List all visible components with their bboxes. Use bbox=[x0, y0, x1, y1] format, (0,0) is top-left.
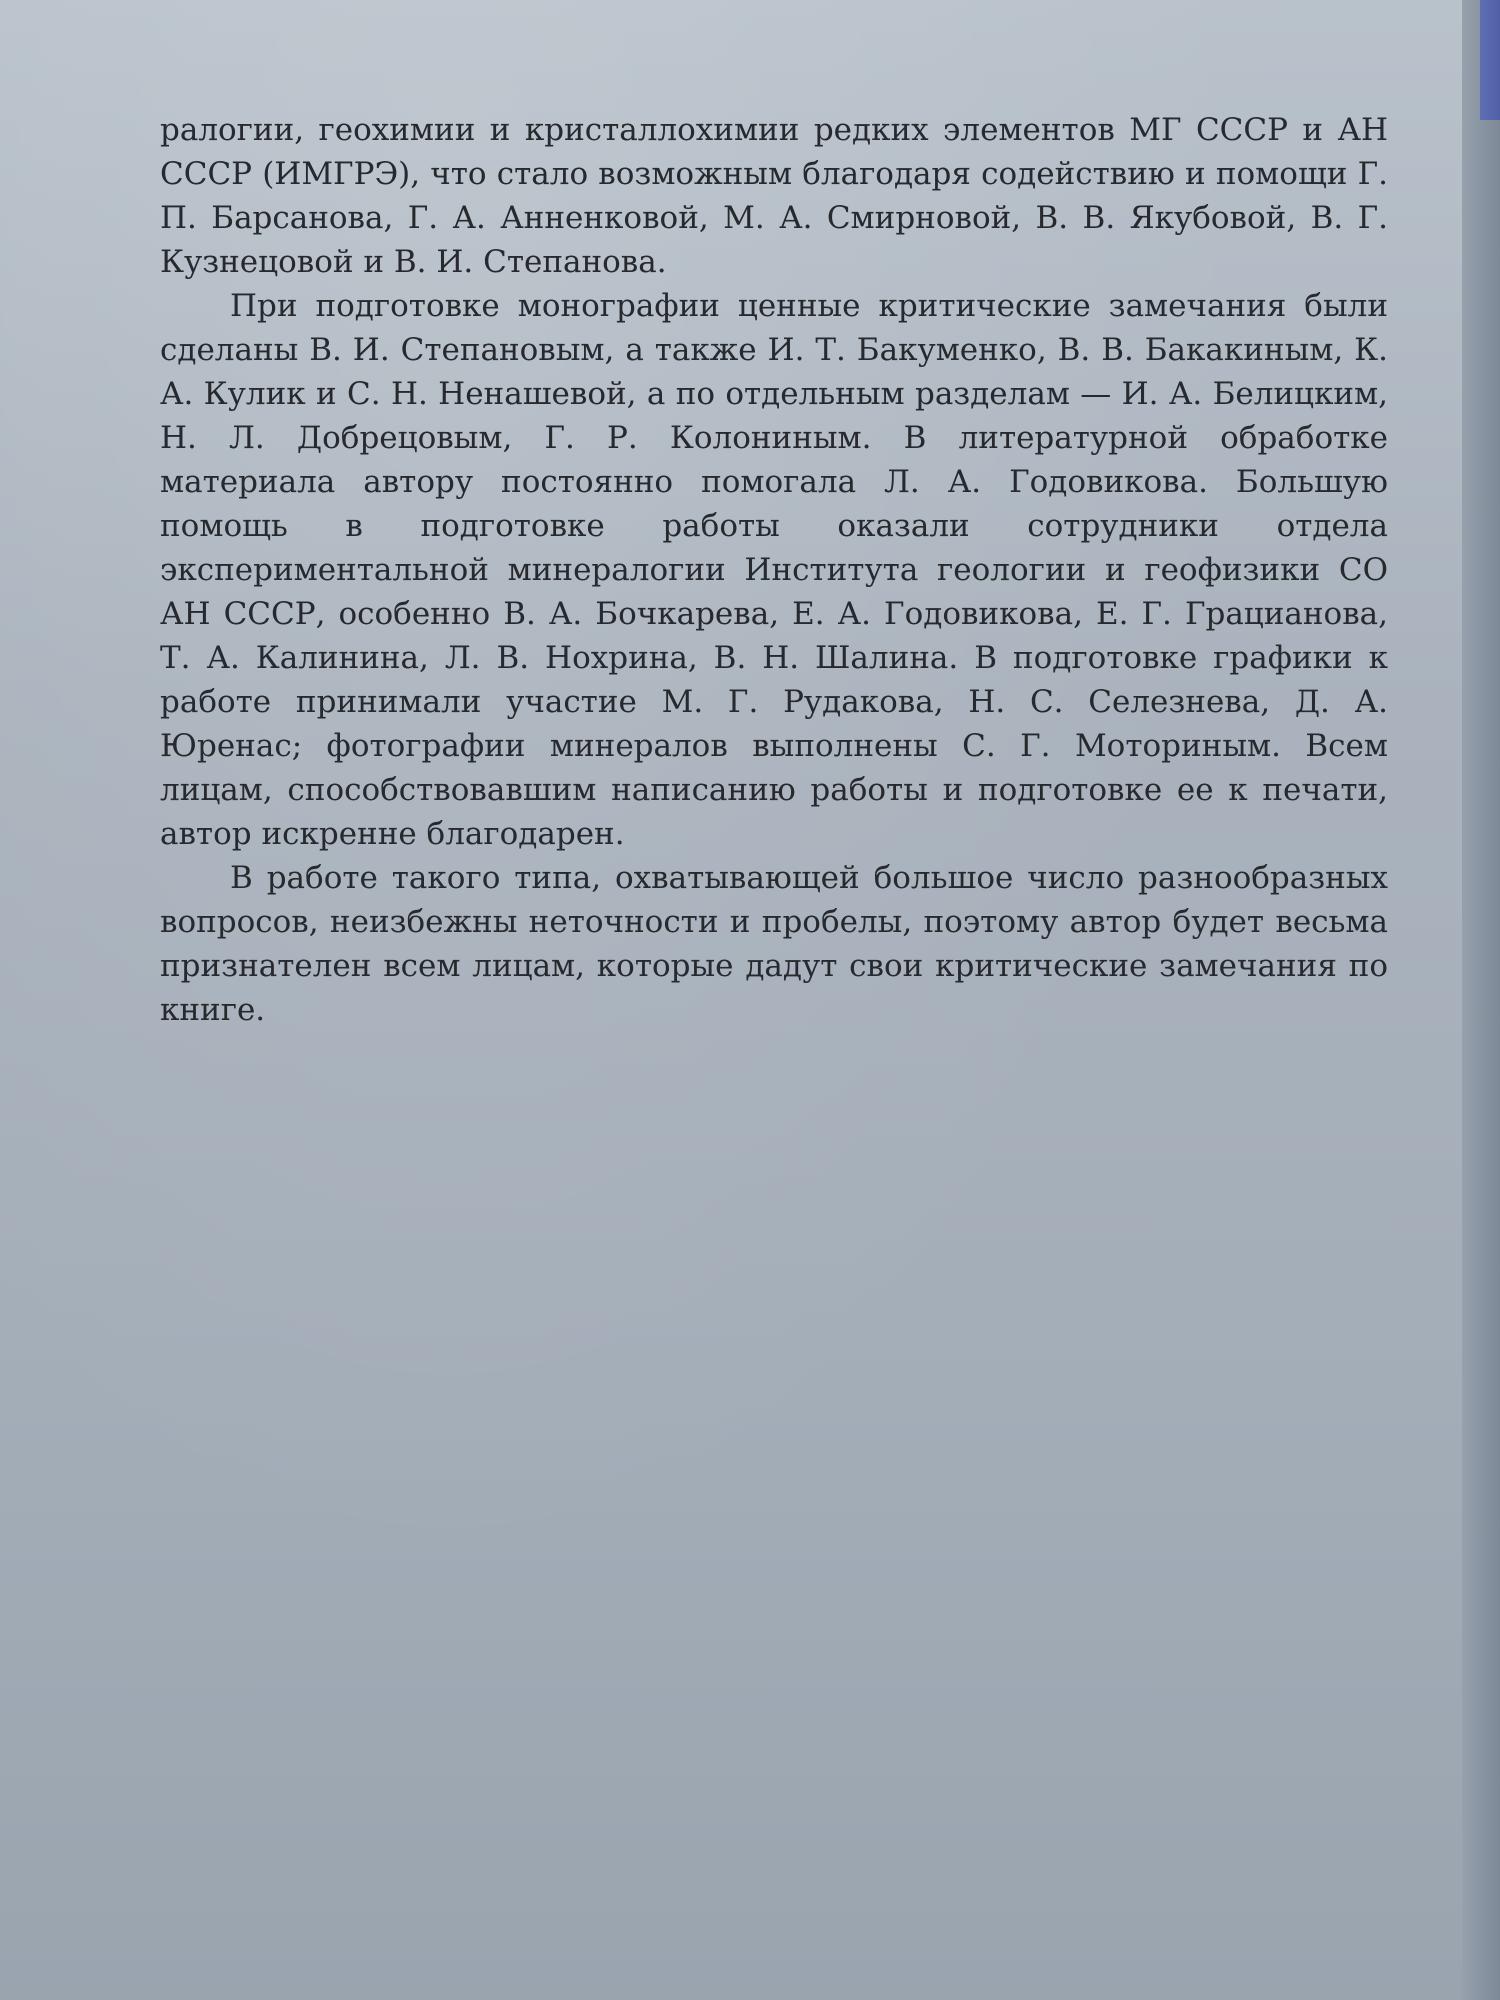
paragraph-acknowledgements: При подготовке монографии ценные критические замечания были сделаны В. И. Степановым, а также И. Т. Бакуменко, В. В. Бакакиным, К. А. Кулик и С. Н. Ненашевой, а по отдельным разделам — И. А. Белицким, Н. Л. Добрецовым, Г. Р. Колониным. В литературной обработке материала автору постоянно помогала Л. А. Годовикова. Большую помощь в подготовке работы оказали сотрудники отдела экспериментальной минералогии Института геологии и геофизики СО АН СССР, особенно В. А. Бочкарева, Е. А. Годовикова, Е. Г. Грацианова, Т. А. Калинина, Л. В. Нохрина, В. Н. Шалина. В подготовке графики к работе принимали участие М. Г. Рудакова, Н. С. Селезнева, Д. А. Юренас; фотографии минералов выполнены С. Г. Моториным. Всем лицам, способствовавшим написанию работы и подготовке ее к печати, автор искренне благодарен. bbox=[160, 288, 1388, 852]
body-text bbox=[160, 108, 1388, 1032]
cover-edge-strip bbox=[1480, 0, 1500, 120]
paragraph-closing-note: В работе такого типа, охватывающей большое число разнообразных вопросов, неизбежны неточности и пробелы, поэтому автор будет весьма признателен всем лицам, которые дадут свои критические замечания по книге. bbox=[160, 860, 1388, 1028]
paragraph-continuation: ралогии, геохимии и кристаллохимии редких элементов МГ СССР и АН СССР (ИМГРЭ), что стало возможным благодаря содействию и помощи Г. П. Барсанова, Г. А. Анненковой, М. А. Смирновой, В. В. Якубовой, В. Г. Кузнецовой и В. И. Степанова. bbox=[160, 112, 1388, 280]
page-spine-edge bbox=[1462, 0, 1500, 2000]
